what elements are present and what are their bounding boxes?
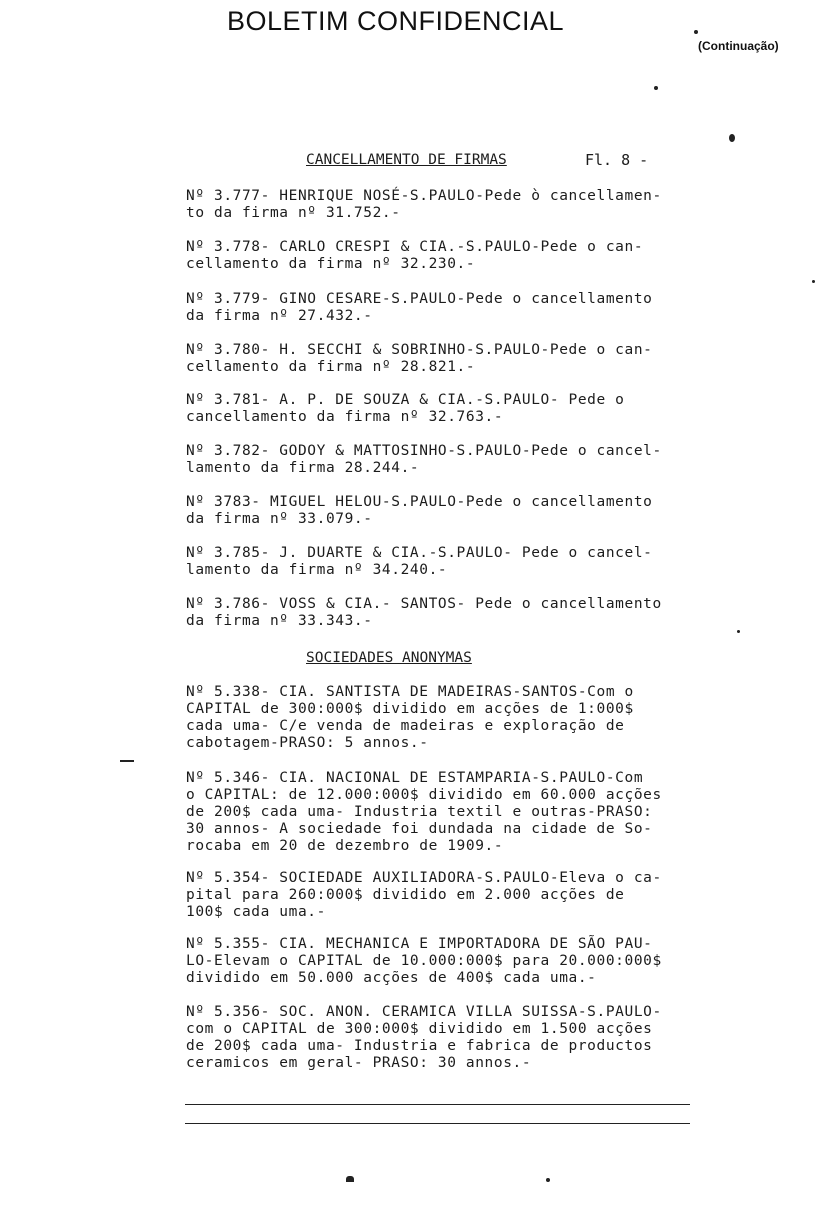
entry-line: da firma nº 33.079.- (186, 511, 373, 527)
firm-entry (186, 291, 706, 325)
firm-entry (186, 494, 706, 528)
entry-line: pital para 260:000$ dividido em 2.000 acções de (186, 887, 625, 903)
entry-line: 30 annos- A sociedade foi dundada na cidade de So- (186, 821, 653, 837)
entry-line: CAPITAL de 300:000$ dividido em acções de 1:000$ (186, 701, 634, 717)
entry-line: da firma nº 27.432.- (186, 308, 373, 324)
entry-line: Nº 5.346- CIA. NACIONAL DE ESTAMPARIA-S.PAULO-Com (186, 770, 644, 786)
scan-speck (654, 86, 658, 90)
entry-line: Nº 3.781- A. P. DE SOUZA & CIA.-S.PAULO- Pede o (186, 392, 625, 408)
company-entry (186, 1004, 706, 1072)
scan-speck (694, 30, 698, 34)
section-heading-firms: CANCELLAMENTO DE FIRMAS (306, 152, 507, 168)
entry-line: cancellamento da firma nº 32.763.- (186, 409, 504, 425)
entry-line: lamento da firma nº 34.240.- (186, 562, 448, 578)
continuation-label: (Continuação) (698, 39, 779, 53)
entry-line: de 200$ cada uma- Industria e fabrica de productos (186, 1038, 653, 1054)
closing-rule-top (185, 1104, 690, 1105)
firm-entry (186, 392, 706, 426)
entry-line: LO-Elevam o CAPITAL de 10.000:000$ para 20.000:000$ (186, 953, 662, 969)
company-entry (186, 770, 706, 855)
entry-line: cada uma- C/e venda de madeiras e exploração de (186, 718, 625, 734)
entry-line: to da firma nº 31.752.- (186, 205, 401, 221)
entry-line: da firma nº 33.343.- (186, 613, 373, 629)
entry-line: cabotagem-PRASO: 5 annos.- (186, 735, 429, 751)
page-title: BOLETIM CONFIDENCIAL (227, 6, 565, 36)
entry-line: Nº 3.782- GODOY & MATTOSINHO-S.PAULO-Pede o cancel- (186, 443, 662, 459)
firm-entry (186, 342, 706, 376)
entry-line: cellamento da firma nº 32.230.- (186, 256, 476, 272)
entry-line: Nº 3.778- CARLO CRESPI & CIA.-S.PAULO-Pede o can- (186, 239, 644, 255)
entry-line: Nº 3.779- GINO CESARE-S.PAULO-Pede o cancellamento (186, 291, 653, 307)
entry-line: 100$ cada uma.- (186, 904, 326, 920)
entry-line: Nº 3.785- J. DUARTE & CIA.-S.PAULO- Pede o cancel- (186, 545, 653, 561)
entry-line: com o CAPITAL de 300:000$ dividido em 1.500 acções (186, 1021, 653, 1037)
entry-line: Nº 5.354- SOCIEDADE AUXILIADORA-S.PAULO-Eleva o ca- (186, 870, 662, 886)
entry-line: Nº 3.780- H. SECCHI & SOBRINHO-S.PAULO-Pede o can- (186, 342, 653, 358)
company-entry (186, 936, 706, 987)
company-entry (186, 684, 706, 752)
firm-entry (186, 545, 706, 579)
firm-entry (186, 188, 706, 222)
scan-speck (729, 134, 735, 142)
firm-entry (186, 239, 706, 273)
entry-line: lamento da firma 28.244.- (186, 460, 420, 476)
entry-line: Nº 3.786- VOSS & CIA.- SANTOS- Pede o cancellamento (186, 596, 662, 612)
closing-rule-bottom (185, 1123, 690, 1124)
entry-line: Nº 5.356- SOC. ANON. CERAMICA VILLA SUISSA-S.PAULO- (186, 1004, 662, 1020)
scan-speck (737, 630, 740, 633)
entry-line: cellamento da firma nº 28.821.- (186, 359, 476, 375)
scan-speck (812, 280, 815, 283)
entry-line: Nº 5.338- CIA. SANTISTA DE MADEIRAS-SANTOS-Com o (186, 684, 634, 700)
entry-line: o CAPITAL: de 12.000:000$ dividido em 60.000 acções (186, 787, 662, 803)
entry-line: ceramicos em geral- PRASO: 30 annos.- (186, 1055, 532, 1071)
entry-line: Nº 3783- MIGUEL HELOU-S.PAULO-Pede o cancellamento (186, 494, 653, 510)
section-heading-companies: SOCIEDADES ANONYMAS (306, 650, 472, 666)
firm-entry (186, 443, 706, 477)
entry-line: rocaba em 20 de dezembro de 1909.- (186, 838, 504, 854)
scan-speck (346, 1176, 354, 1182)
entry-line: dividido em 50.000 acções de 400$ cada uma.- (186, 970, 597, 986)
scan-speck (546, 1178, 550, 1182)
company-entry (186, 870, 706, 921)
entry-line: de 200$ cada uma- Industria textil e outras-PRASO: (186, 804, 653, 820)
folio-number: Fl. 8 - (585, 151, 649, 169)
firm-entry (186, 596, 706, 630)
entry-line: Nº 5.355- CIA. MECHANICA E IMPORTADORA DE SÃO PAU- (186, 936, 653, 952)
entry-line: Nº 3.777- HENRIQUE NOSÉ-S.PAULO-Pede ò cancellamen- (186, 188, 662, 204)
scan-speck (120, 760, 134, 762)
